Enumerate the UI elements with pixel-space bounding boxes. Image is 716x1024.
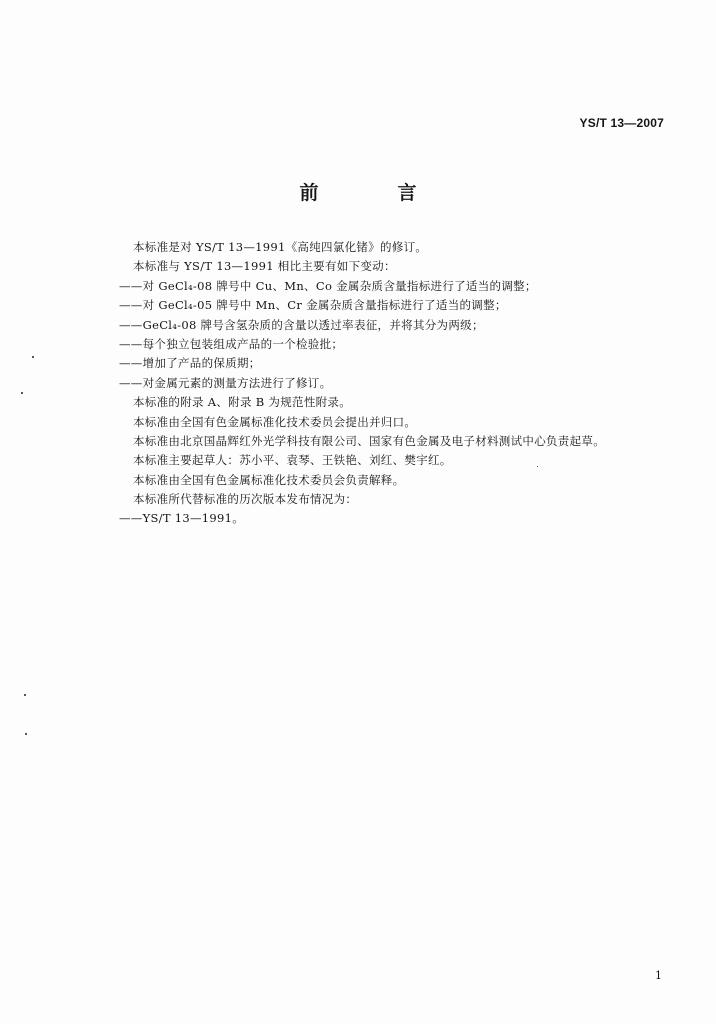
paragraph: 本标准由全国有色金属标准化技术委员会负责解释。 — [133, 472, 405, 487]
paragraph: 本标准由全国有色金属标准化技术委员会提出并归口。 — [133, 414, 417, 429]
change-item: ——每个独立包装组成产品的一个检验批； — [119, 336, 344, 351]
foreword-body — [119, 238, 679, 529]
paragraph: 本标准是对 YS/T 13—1991《高纯四氯化锗》的修订。 — [133, 240, 428, 254]
change-item: ——对金属元素的测量方法进行了修订。 — [119, 375, 332, 390]
scan-speck — [32, 356, 34, 358]
paragraph: 本标准由北京国晶辉红外光学科技有限公司、国家有色金属及电子材料测试中心负责起草。 — [133, 433, 605, 448]
page-number: 1 — [655, 969, 662, 982]
change-item: ——对 GeCl₄-05 牌号中 Mn、Cr 金属杂质含量指标进行了适当的调整； — [119, 298, 507, 313]
change-item: ——对 GeCl₄-08 牌号中 Cu、Mn、Co 金属杂质含量指标进行了适当的调整； — [119, 278, 537, 293]
paragraph: 本标准主要起草人：苏小平、袁琴、王铁艳、刘红、樊宇红。 — [133, 453, 452, 468]
scan-speck — [24, 694, 26, 696]
scan-speck — [537, 466, 538, 467]
change-item: ——增加了产品的保质期； — [119, 356, 261, 371]
scan-speck — [21, 392, 23, 394]
change-item: ——GeCl₄-08 牌号含氢杂质的含量以透过率表征，并将其分为两级； — [119, 317, 484, 332]
paragraph: 本标准的附录 A、附录 B 为规范性附录。 — [133, 395, 352, 410]
standard-code: YS/T 13—2007 — [579, 116, 664, 130]
page-title: 前 言 — [299, 182, 447, 204]
change-item: ——YS/T 13—1991。 — [119, 511, 245, 526]
paragraph: 本标准所代替标准的历次版本发布情况为： — [133, 492, 358, 507]
paragraph: 本标准与 YS/T 13—1991 相比主要有如下变动： — [133, 259, 396, 274]
scan-speck — [25, 733, 27, 735]
